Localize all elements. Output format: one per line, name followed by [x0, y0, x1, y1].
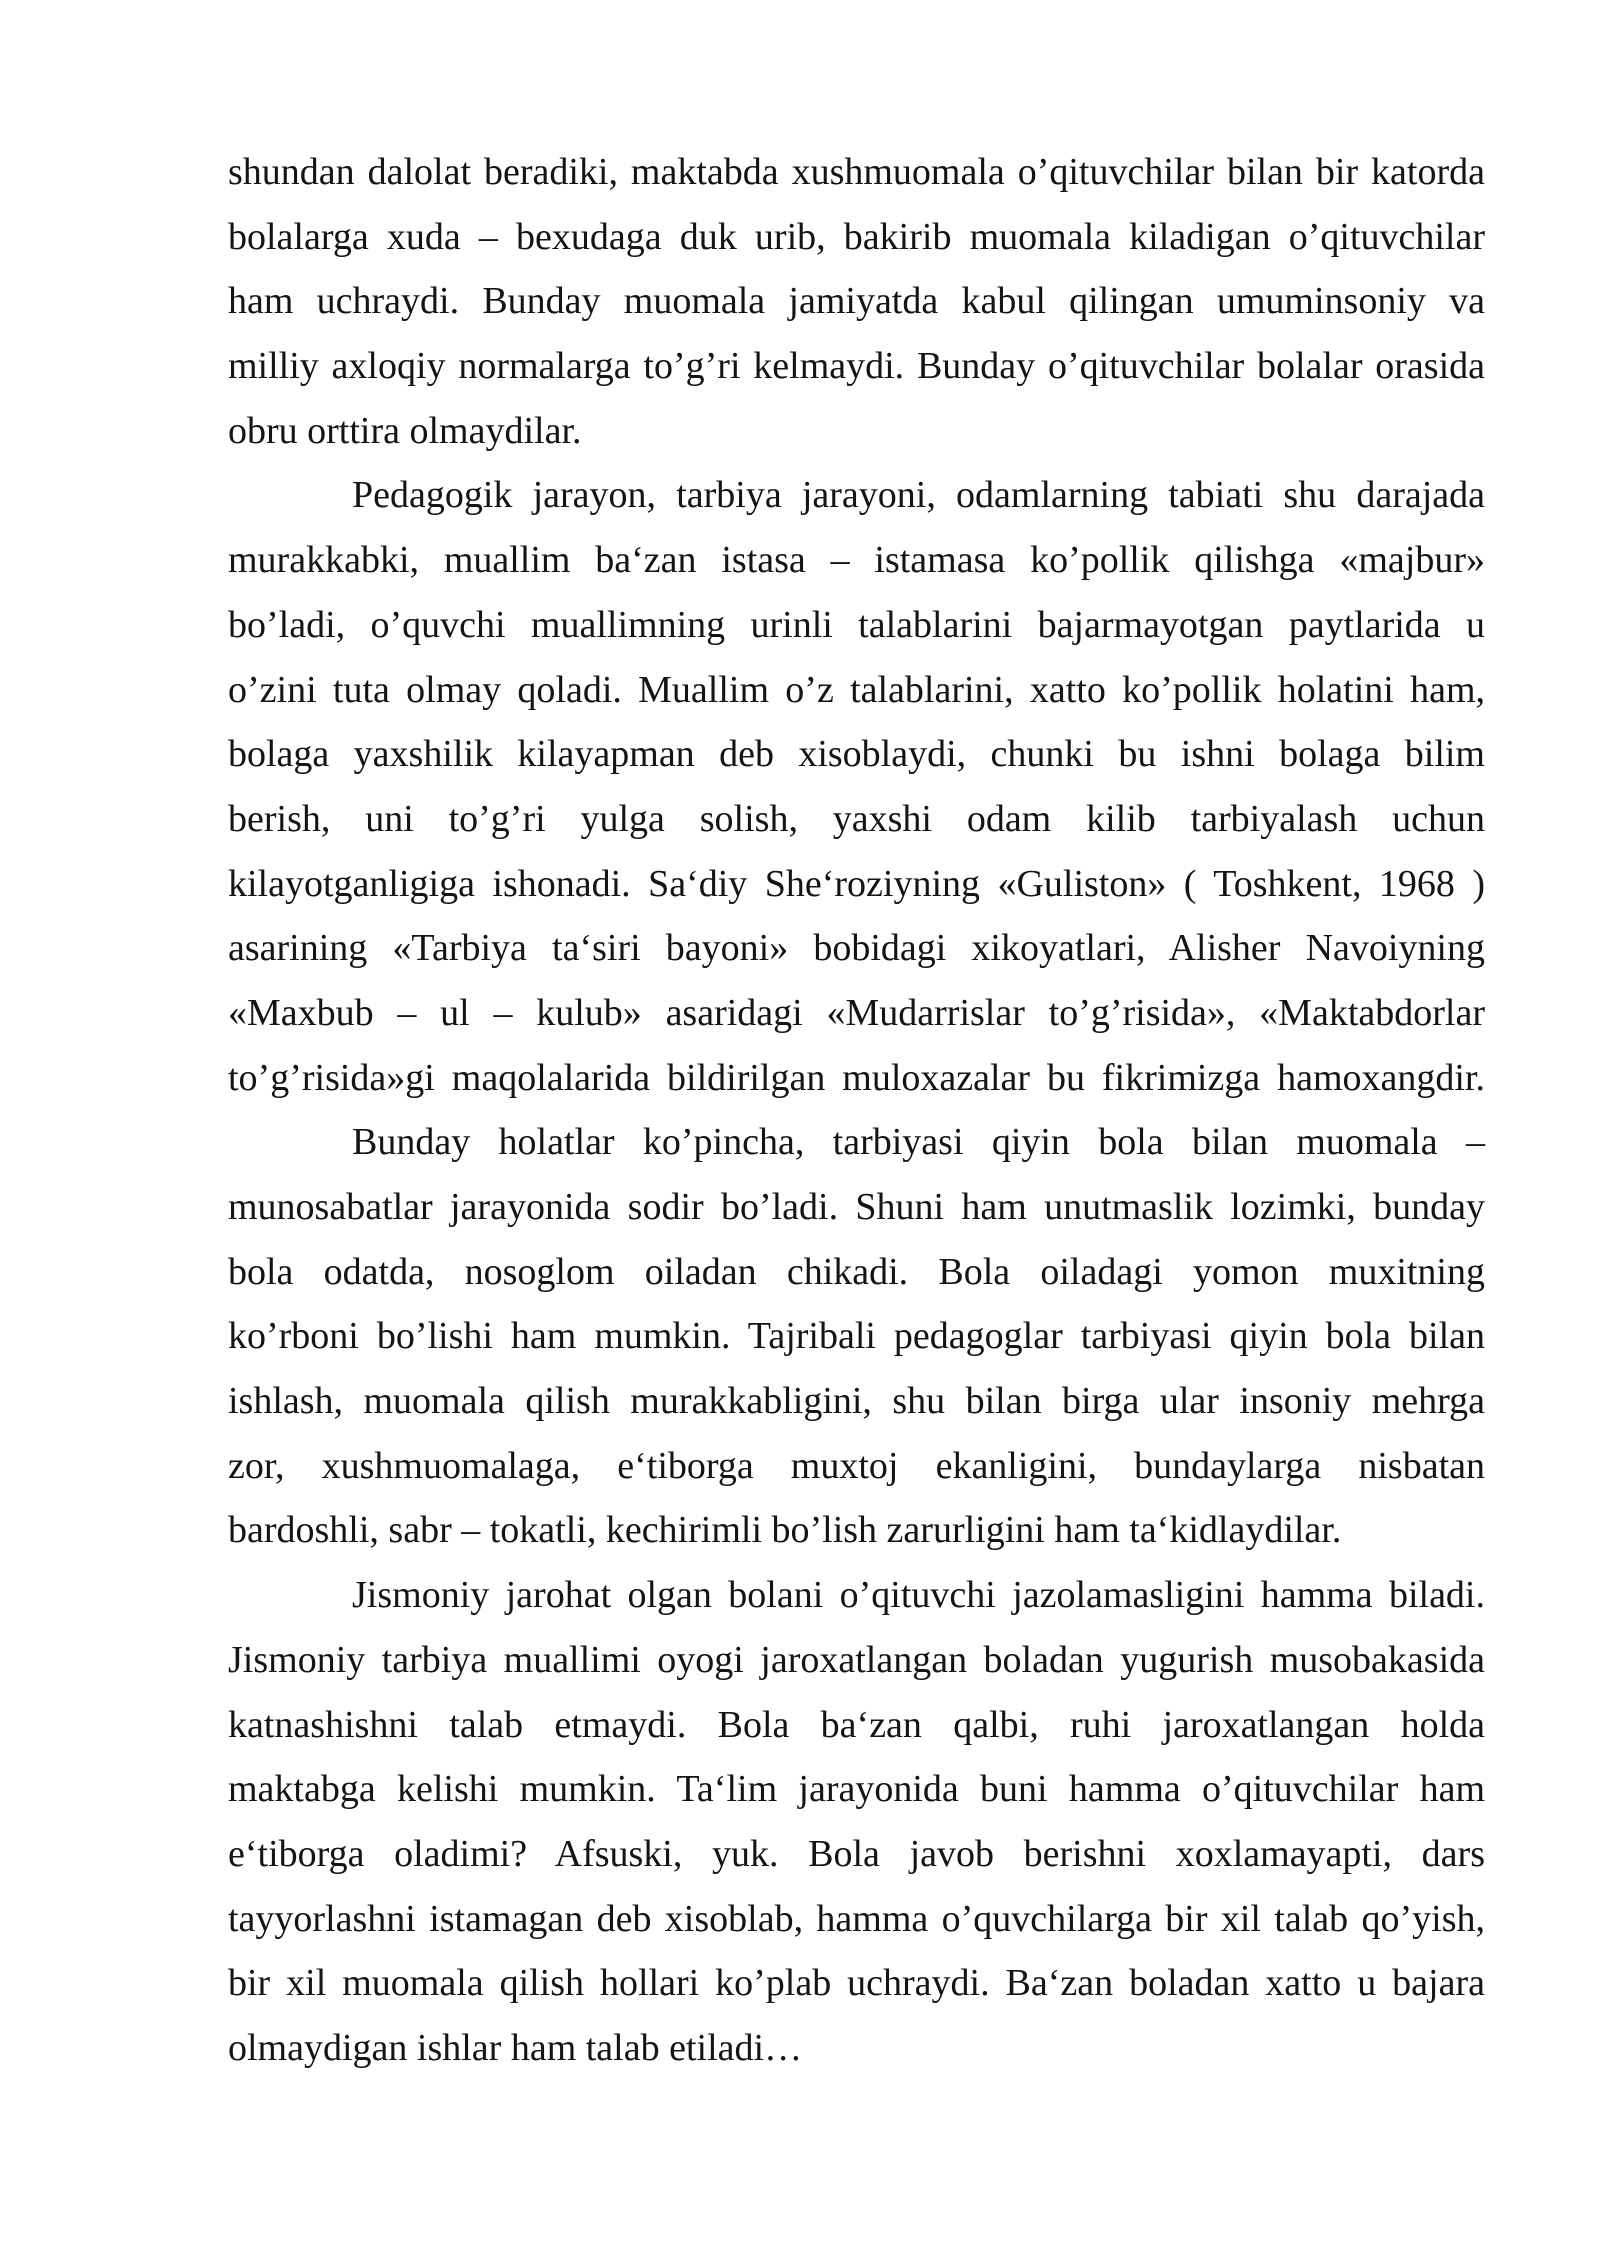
text-line: bardoshli, sabr – tokatli, kechirimli bo’lish zarurligini ham ta‘kidlaydilar. [228, 1509, 1342, 1552]
text-line: ham uchraydi. Bunday muomala jamiyatda kabul qilingan umuminsoniy va [228, 280, 1485, 323]
text-line: zor, xushmuomalaga, e‘tiborga muxtoj ekanligini, bundaylarga nisbatan [228, 1444, 1485, 1487]
text-line: maktabga kelishi mumkin. Ta‘lim jarayonida buni hamma o’qituvchilar ham [228, 1768, 1485, 1811]
text-line: o’zini tuta olmay qoladi. Muallim o’z talablarini, xatto ko’pollik holatini ham, [228, 668, 1485, 711]
text-line: obru orttira olmaydilar. [228, 409, 582, 452]
text-line: bir xil muomala qilish hollari ko’plab uchraydi. Ba‘zan boladan xatto u bajara [228, 1962, 1485, 2005]
text-line: «Maxbub – ul – kulub» asaridagi «Mudarrislar to’g’risida», «Maktabdorlar [228, 991, 1485, 1034]
text-line: kilayotganligiga ishonadi. Sa‘diy She‘roziyning «Guliston» ( Toshkent, 1968 ) [228, 862, 1485, 905]
text-line: tayyorlashni istamagan deb xisoblab, hamma o’quvchilarga bir xil talab qo’yish, [228, 1897, 1485, 1940]
text-line: Jismoniy jarohat olgan bolani o’qituvchi jazolamasligini hamma biladi. [352, 1574, 1485, 1617]
text-line: katnashishni talab etmaydi. Bola ba‘zan qalbi, ruhi jaroxatlangan holda [228, 1703, 1485, 1746]
text-line: milliy axloqiy normalarga to’g’ri kelmaydi. Bunday o’qituvchilar bolalar orasida [228, 345, 1485, 388]
text-line: to’g’risida»gi maqolalarida bildirilgan muloxazalar bu fikrimizga hamoxangdir. [228, 1056, 1485, 1099]
text-line: shundan dalolat beradiki, maktabda xushmuomala o’qituvchilar bilan bir katorda [228, 151, 1485, 193]
text-line: Bunday holatlar ko’pincha, tarbiyasi qiyin bola bilan muomala – [352, 1121, 1485, 1164]
text-line: asarining «Tarbiya ta‘siri bayoni» bobidagi xikoyatlari, Alisher Navoiyning [228, 927, 1485, 970]
paragraph [228, 463, 1485, 1110]
text-line: bolalarga xuda – bexudaga duk urib, bakirib muomala kiladigan o’qituvchilar [228, 215, 1485, 258]
text-line: ko’rboni bo’lishi ham mumkin. Tajribali pedagoglar tarbiyasi qiyin bola bilan [228, 1315, 1485, 1358]
text-line: ishlash, muomala qilish murakkabligini, shu bilan birga ular insoniy mehrga [228, 1380, 1485, 1423]
document-body [228, 140, 1485, 2081]
text-line: bo’ladi, o’quvchi muallimning urinli talablarini bajarmayotgan paytlarida u [228, 603, 1485, 646]
paragraph [228, 140, 1485, 463]
paragraph [228, 1110, 1485, 1563]
paragraph [228, 1563, 1485, 2081]
text-line: berish, uni to’g’ri yulga solish, yaxshi odam kilib tarbiyalash uchun [228, 797, 1485, 840]
text-line: Pedagogik jarayon, tarbiya jarayoni, odamlarning tabiati shu darajada [352, 474, 1485, 517]
text-line: olmaydigan ishlar ham talab etiladi… [228, 2026, 803, 2069]
text-line: bolaga yaxshilik kilayapman deb xisoblaydi, chunki bu ishni bolaga bilim [228, 733, 1485, 776]
text-line: e‘tiborga oladimi? Afsuski, yuk. Bola javob berishni xoxlamayapti, dars [228, 1832, 1485, 1875]
text-line: murakkabki, muallim ba‘zan istasa – istamasa ko’pollik qilishga «majbur» [228, 539, 1485, 582]
text-line: Jismoniy tarbiya muallimi oyogi jaroxatlangan boladan yugurish musobakasida [228, 1638, 1485, 1681]
text-line: bola odatda, nosoglom oiladan chikadi. Bola oiladagi yomon muxitning [228, 1250, 1485, 1293]
text-line: munosabatlar jarayonida sodir bo’ladi. Shuni ham unutmaslik lozimki, bunday [228, 1186, 1485, 1228]
